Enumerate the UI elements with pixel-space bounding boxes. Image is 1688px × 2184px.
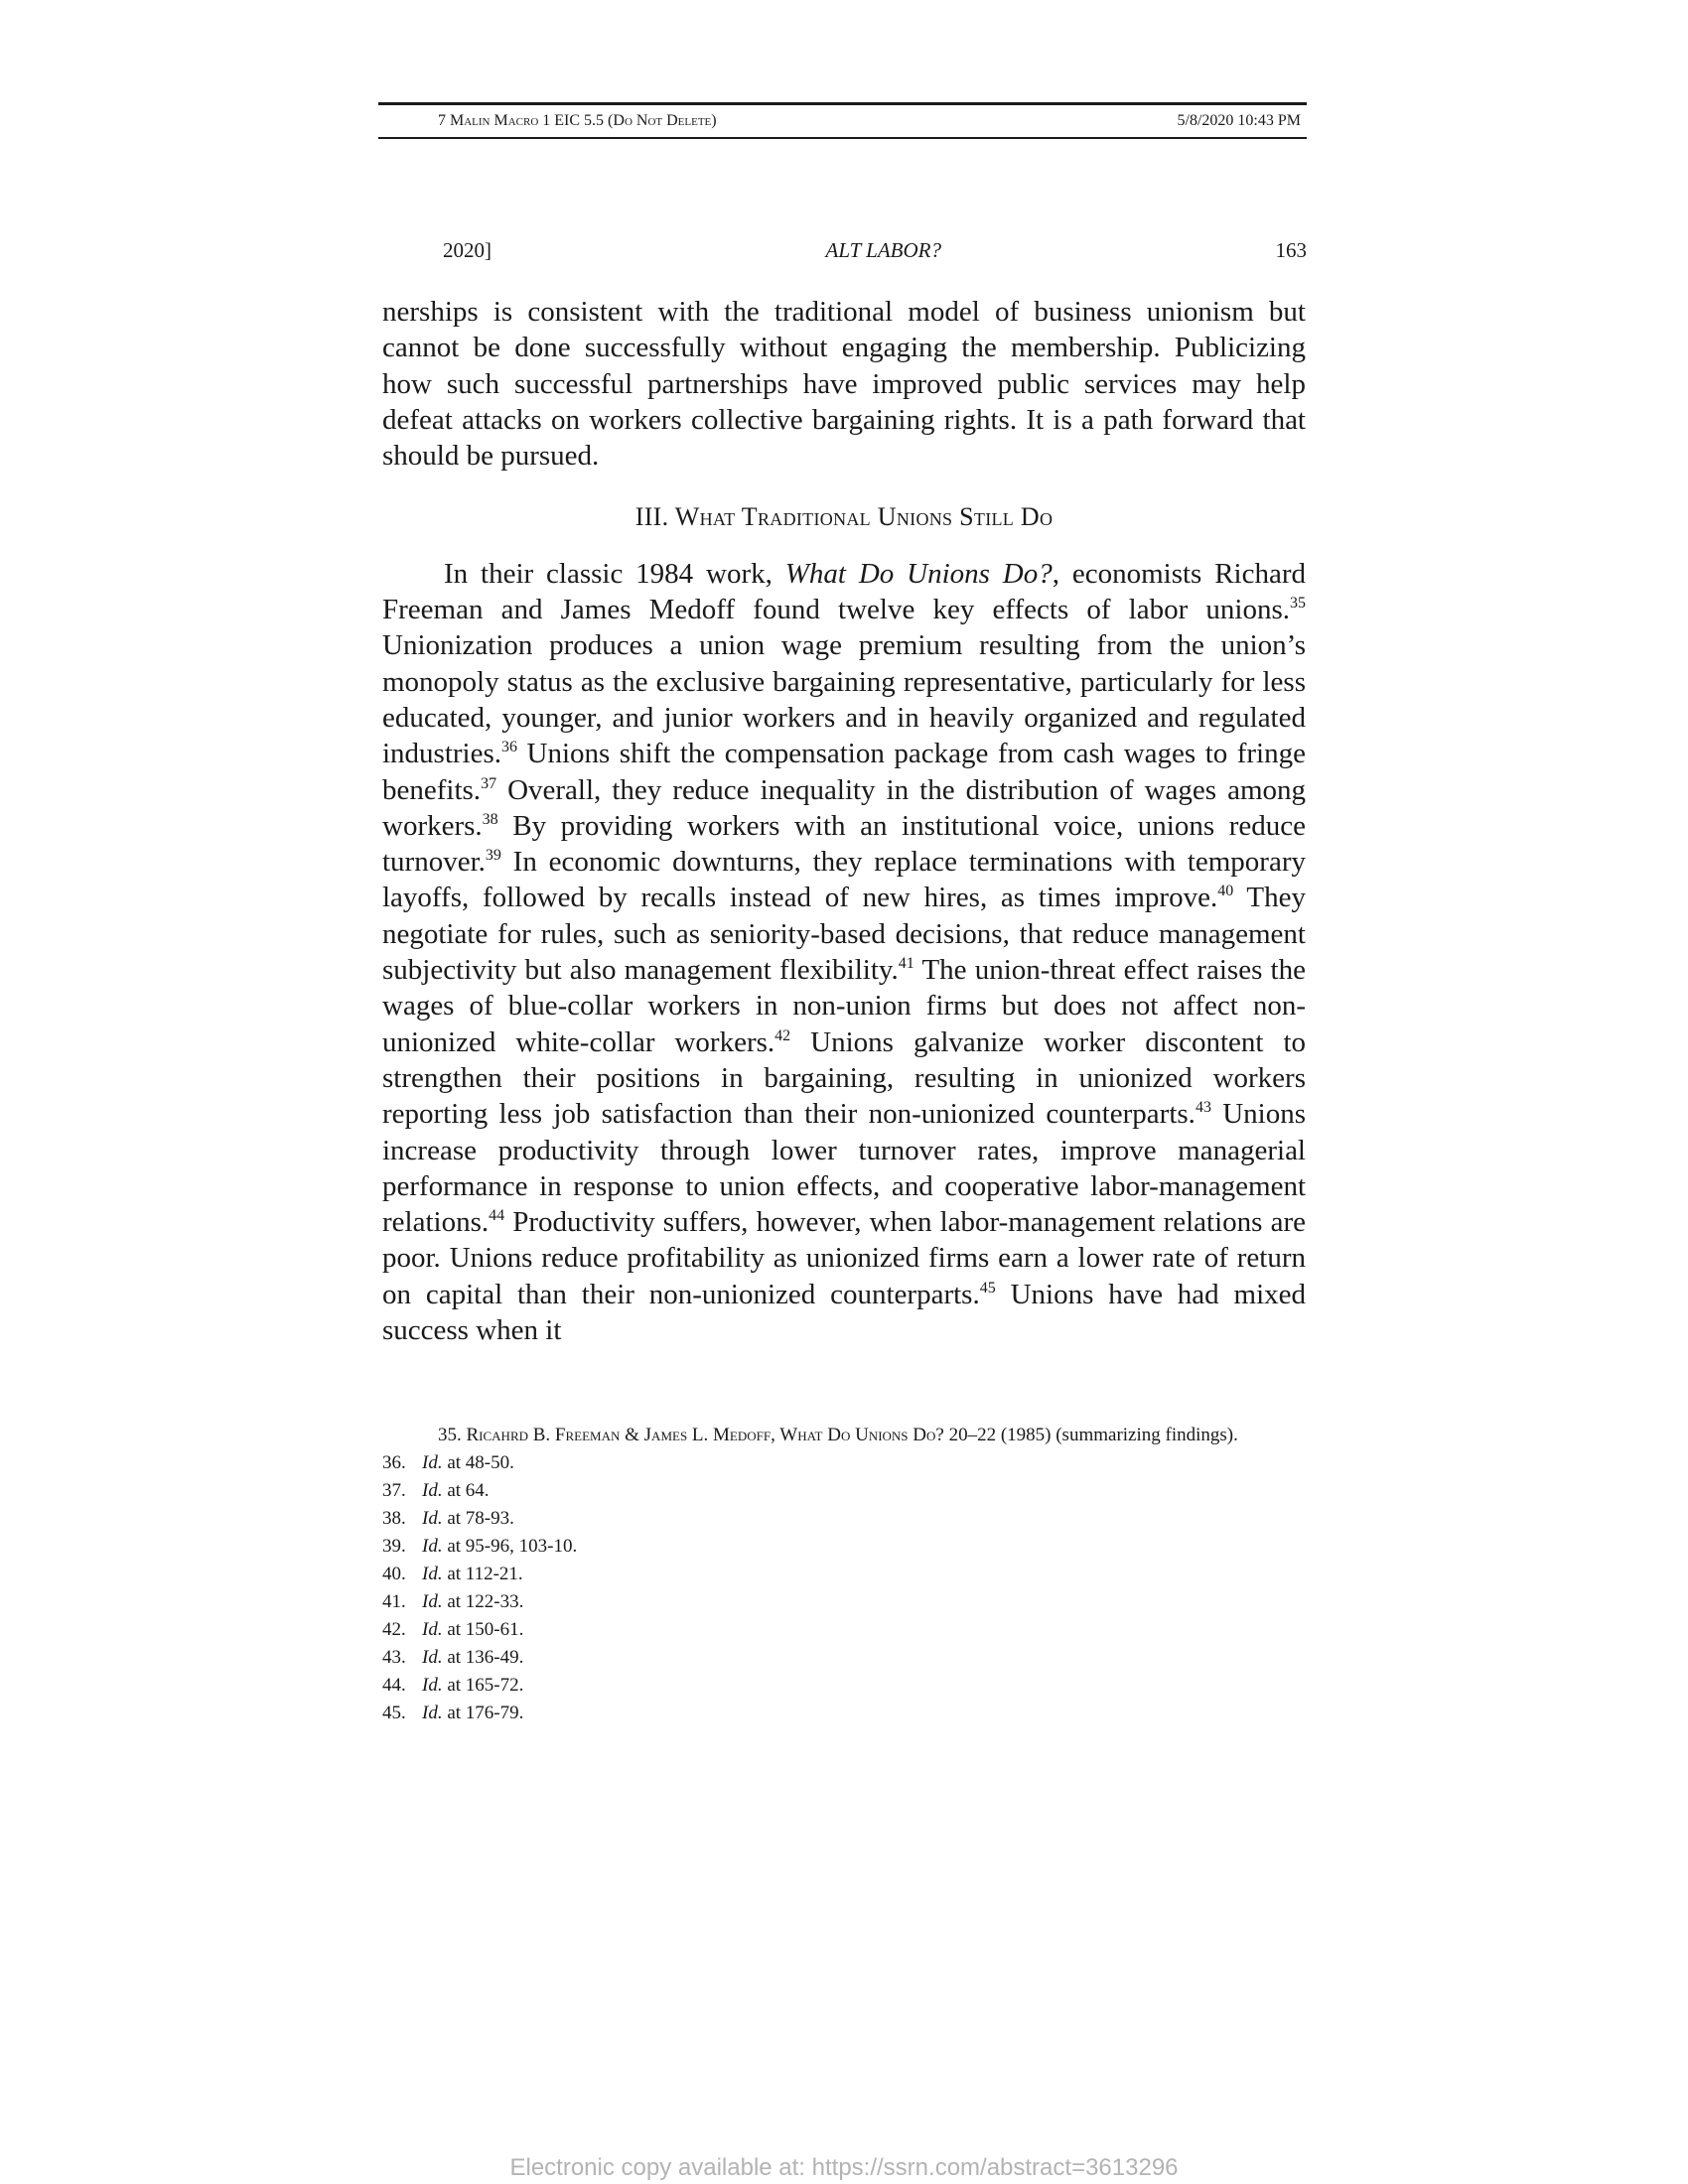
draft-header xyxy=(378,102,1307,139)
page-number: 163 xyxy=(1275,238,1307,262)
running-head-title: ALT LABOR? xyxy=(825,238,941,262)
ssrn-footer: Electronic copy available at: https://ssrn.com/abstract=3613296 xyxy=(509,2154,1179,2181)
footnote-44: 44. Id. at 165-72. xyxy=(382,1675,524,1696)
footnote-35: 35. Ricahrd B. Freeman & James L. Medoff, What Do Unions Do? 20–22 (1985) (summarizing findings). xyxy=(438,1425,1238,1445)
footnote-ref-42[interactable]: 42 xyxy=(774,1026,791,1044)
footnote-ref-41[interactable]: 41 xyxy=(898,955,914,973)
footnote-36: 36. Id. at 48-50. xyxy=(382,1452,514,1473)
footnote-ref-40[interactable]: 40 xyxy=(1217,883,1234,900)
footnote-43: 43. Id. at 136-49. xyxy=(382,1647,524,1668)
draft-header-timestamp: 5/8/2020 10:43 PM xyxy=(1177,112,1301,129)
footnotes xyxy=(382,1422,1306,1727)
footnote-ref-44[interactable]: 44 xyxy=(489,1207,505,1225)
body-text xyxy=(382,294,1306,1348)
footnote-ref-38[interactable]: 38 xyxy=(482,810,498,828)
footnote-40: 40. Id. at 112-21. xyxy=(382,1564,523,1584)
footnote-41: 41. Id. at 122-33. xyxy=(382,1591,524,1612)
section-heading: III. What Traditional Unions Still Do xyxy=(634,502,1054,532)
footnote-ref-36[interactable]: 36 xyxy=(501,739,518,756)
running-head xyxy=(443,238,1307,263)
footnote-38: 38. Id. at 78-93. xyxy=(382,1508,514,1529)
footnote-45: 45. Id. at 176-79. xyxy=(382,1703,524,1723)
footnote-ref-37[interactable]: 37 xyxy=(481,774,497,792)
footnote-ref-45[interactable]: 45 xyxy=(979,1279,996,1297)
paragraph-what-unions-do: In their classic 1984 work, What Do Unions Do?, economists Richard Freeman and James Medoff found twelve key effects of labor unions.$^{35}$ Unionization produces a union wage premium resulting from the union’s monopoly status as the exclusive bargaining representative, particularly for less educated, younger, and junior workers and in heavily organized and regulated industries.$^{36}$ Unions shift the compensation package from cash wages to fringe benefits.$^{37}$ Overall, they reduce inequality in the distribution of wages among workers.$^{38}$ By providing workers with an institutional voice, unions reduce turnover.$^{39}$ In economic downturns, they replace terminations with temporary layoffs, followed by recalls instead of new hires, as times improve.$^{40}$ They negotiate for rules, such as seniority-based decisions, that reduce management subjectivity but also management flexibility.$^{41}$ The union-threat effect raises the wages of blue-collar workers in non-union firms but does not affect non-unionized white-collar workers.$^{42}$ Unions galvanize worker discontent to strengthen their positions in bargaining, resulting in unionized workers reporting less job satisfaction than their non-unionized counterparts.$^{43}$ Unions increase productivity through lower turnover rates, improve managerial performance in response to union effects, and cooperative labor-management relations.$^{44}$ Productivity suffers, however, when labor-management relations are poor. Unions reduce profitability as unionized firms earn a lower rate of return on capital than their non-unionized counterparts.$^{45}$ Unions have had mixed success when it xyxy=(382,557,1307,1347)
footnote-42: 42. Id. at 150-61. xyxy=(382,1619,524,1640)
footnote-ref-35[interactable]: 35 xyxy=(1290,595,1306,613)
running-head-year: 2020] xyxy=(443,238,492,262)
footnote-39: 39. Id. at 95-96, 103-10. xyxy=(382,1536,578,1557)
footnote-37: 37. Id. at 64. xyxy=(382,1480,490,1501)
draft-header-left: 7 Malin Macro 1 EIC 5.5 (Do Not Delete) xyxy=(438,112,717,129)
book-title: What Do Unions Do? xyxy=(784,557,1053,590)
footnote-ref-43[interactable]: 43 xyxy=(1195,1099,1211,1117)
footnote-ref-39[interactable]: 39 xyxy=(485,847,501,865)
paragraph-continued: nerships is consistent with the traditional model of business unionism but cannot be done successfully without engaging the membership. Publicizing how such successful partnerships have improved public services may help defeat attacks on workers collective bargaining rights. It is a path forward that should be pursued. xyxy=(382,296,1306,473)
